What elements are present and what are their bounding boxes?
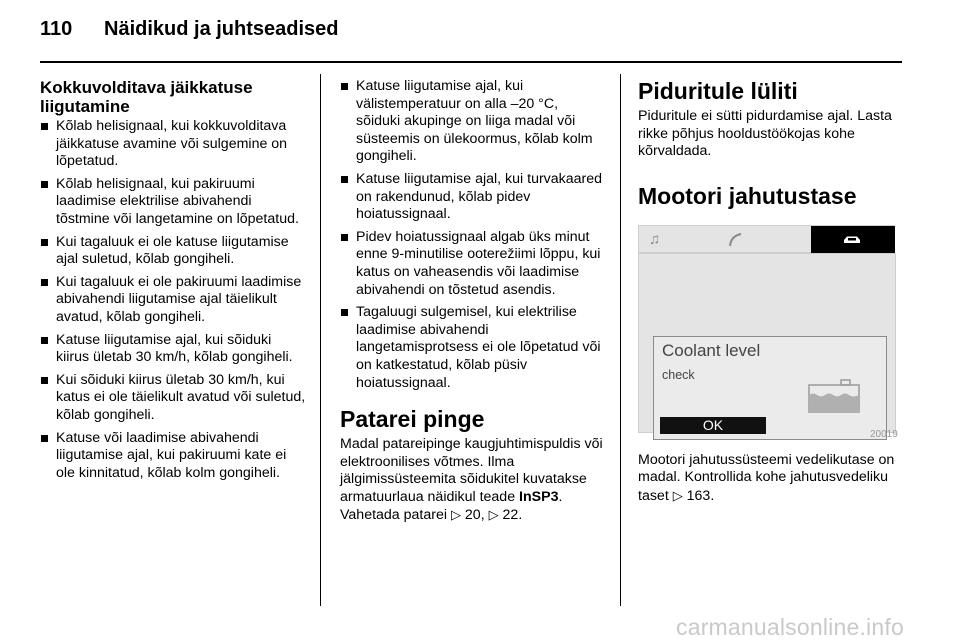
- ok-button[interactable]: OK: [660, 417, 766, 434]
- car-icon: [843, 235, 861, 245]
- phone-icon: [727, 232, 743, 248]
- coolant-reservoir-icon: [808, 379, 860, 413]
- battery-text-b: . Vahetada patarei: [340, 488, 563, 524]
- display-tab-bar: [638, 225, 894, 253]
- chapter-title: Näidikud ja juhtseadised: [104, 18, 339, 40]
- section-heading-brake: Piduritule lüliti: [638, 78, 798, 104]
- page-ref-2[interactable]: 22: [502, 507, 519, 524]
- brake-paragraph: Piduritule ei sütti pidurdamise ajal. Lasta rikke põhjus hooldustöökojas kohe kõrvaldada.: [638, 108, 892, 160]
- page-ref-1[interactable]: 20: [464, 507, 481, 524]
- page-number: 110: [40, 18, 73, 40]
- bullet-list-roof-cont: [340, 78, 606, 392]
- dialog-title: Coolant level: [662, 340, 761, 360]
- list-item: Kui tagaluuk ei ole pakiruumi laadimise abivahendi liigutamise ajal täielikult avatud, kõlab gongiheli.: [40, 274, 306, 327]
- list-item: Katuse liigutamise ajal, kui turvakaared on rakendunud, kõlab pidev hoiatussignaal.: [340, 171, 606, 224]
- section-heading-battery: Patarei pinge: [340, 406, 485, 433]
- bullet-list-roof: [40, 118, 306, 482]
- section-heading-roof: Kokkuvolditava jäikkatuse liigutamine: [40, 78, 253, 116]
- watermark: carmanualsonline.info: [676, 614, 904, 640]
- column-3: [638, 78, 904, 506]
- page-ref-arrow-icon: ▷: [450, 507, 461, 523]
- list-item: Kõlab helisignaal, kui pakiruumi laadimise elektrilise abivahendi tõstmine või langetamine on lõpetatud.: [40, 176, 306, 229]
- display-screen: [638, 253, 896, 433]
- page-header: [40, 14, 900, 54]
- list-item: Katuse või laadimise abivahendi liigutamise ajal, kui pakiruumi kate ei ole kinnitatud, kõlab kolm gongiheli.: [40, 430, 306, 483]
- music-note-icon: ♫: [649, 230, 661, 248]
- page-ref-coolant[interactable]: 163: [686, 487, 711, 504]
- battery-text-a: Madal patareipinge kaugjuhtimispuldis või elektroonilises võtmes. Ilma jälgimissüsteemita sõidukitel kuvatakse armatuurlaua näidikul teade: [340, 436, 603, 505]
- list-item: Kõlab helisignaal, kui kokkuvolditava jäikkatuse avamine või sulgemine on lõpetatud.: [40, 118, 306, 171]
- column-1: [40, 78, 306, 487]
- column-divider-1: [320, 74, 321, 606]
- list-item: Kui tagaluuk ei ole katuse liigutamise ajal suletud, kõlab gongiheli.: [40, 234, 306, 269]
- list-item: Katuse liigutamise ajal, kui sõiduki kiirus ületab 30 km/h, kõlab gongiheli.: [40, 332, 306, 367]
- display-tab-car: [811, 226, 895, 254]
- message-code: InSP3: [519, 488, 559, 505]
- figure-number: 20019: [870, 428, 898, 440]
- coolant-message-box: [653, 336, 887, 440]
- page-ref-arrow-icon: ▷: [488, 507, 499, 523]
- list-item: Pidev hoiatussignaal algab üks minut enne 9-minutilise ooterežiimi lõppu, kui katus on vaheasendis või laadimise abivahendi on tõstetud asendis.: [340, 229, 606, 299]
- list-item: Tagaluugi sulgemisel, kui elektrilise laadimise abivahendi langetamisprotsess ei ole lõpetatud või on katkestatud, kõlab püsiv hoiatussignaal.: [340, 304, 606, 392]
- column-2: [340, 78, 606, 525]
- coolant-display-figure: [638, 225, 900, 442]
- page-ref-arrow-icon: ▷: [672, 487, 683, 503]
- coolant-text: Mootori jahutussüsteemi vedelikutase on madal. Kontrollida kohe jahutusvedeliku taset: [638, 451, 895, 504]
- list-item: Kui sõiduki kiirus ületab 30 km/h, kui katus ei ole täielikult avatud või suletud, kõlab gongiheli.: [40, 372, 306, 425]
- section-heading-coolant: Mootori jahutustase: [638, 182, 857, 209]
- coolant-paragraph: Mootori jahutussüsteemi vedelikutase on madal. Kontrollida kohe jahutusvedeliku taset ▷ 163.: [638, 451, 895, 504]
- battery-paragraph: Madal patareipinge kaugjuhtimispuldis või elektroonilises võtmes. Ilma jälgimissüsteemita sõidukitel kuvatakse armatuurlaua näidikul teade InSP3. Vahetada patarei ▷ 20, ▷ 22.: [340, 436, 603, 524]
- list-item: Katuse liigutamise ajal, kui välistemperatuur on alla –20 °C, sõiduki akupinge on liiga madal või süsteemis on ülekoormus, kõlab kolm gongiheli.: [340, 78, 606, 166]
- column-divider-2: [620, 74, 621, 606]
- dialog-subtitle: check: [662, 367, 695, 382]
- header-rule: [40, 61, 902, 63]
